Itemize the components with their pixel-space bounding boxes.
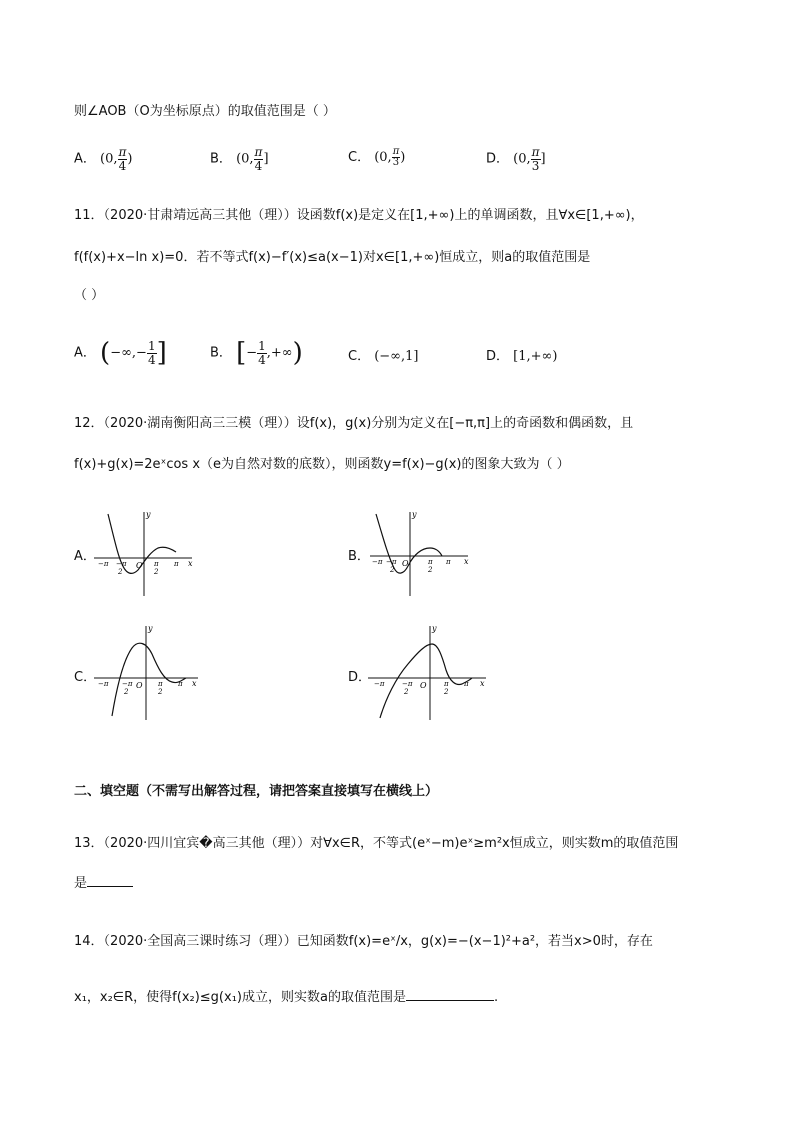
- half-pi-num: π: [428, 558, 433, 566]
- neg-pi-label: −π: [372, 558, 383, 566]
- neg-pi-label: −π: [98, 560, 109, 568]
- pi-label: π: [174, 560, 179, 568]
- q12-option-a-label[interactable]: A．: [74, 549, 96, 564]
- x-label: x: [188, 559, 193, 568]
- y-label: y: [148, 624, 153, 633]
- half-pi-den: 2: [428, 566, 433, 574]
- pi-label: π: [178, 680, 183, 688]
- half-pi-num: π: [158, 680, 163, 688]
- origin-label: O: [402, 559, 409, 568]
- q14-line2-text: x₁，x₂∈R，使得f(x₂)≤g(x₁)成立，则实数a的取值范围是: [74, 990, 406, 1005]
- q10-option-b[interactable]: B． (0, $\frac{\pi}{4}$ ]: [210, 145, 269, 173]
- half-pi-num: π: [444, 680, 449, 688]
- neg-half-pi-den: 2: [118, 568, 123, 576]
- y-label: y: [432, 624, 437, 633]
- q11-option-b[interactable]: B． [− $\frac{1}{4}$ ,+∞): [210, 338, 303, 368]
- q11-line1-text: 11．（2020·甘肃靖远高三其他（理））设函数f(x)是定义在[1,+∞)上的单调函数，且∀x∈[1,+∞)，: [74, 208, 644, 223]
- q11-line1: [74, 208, 644, 224]
- origin-label: O: [136, 681, 143, 690]
- y-label: y: [412, 510, 417, 519]
- q12-option-b-label[interactable]: B．: [348, 549, 370, 564]
- q11-line3: [74, 288, 104, 304]
- neg-half-pi-num: −π: [116, 560, 127, 568]
- q12-graph-a[interactable]: [92, 508, 202, 598]
- section2-title: [74, 784, 438, 800]
- x-label: x: [192, 679, 197, 688]
- x-label: x: [464, 557, 469, 566]
- q12-graph-b[interactable]: [368, 508, 478, 598]
- half-pi-num: π: [154, 560, 159, 568]
- q10-option-c[interactable]: C． (0, $\frac{\pi}{3}$ ): [348, 145, 406, 168]
- q14-answer-blank[interactable]: [406, 988, 494, 1001]
- q13-line1-text: 13．（2020·四川宜宾�高三其他（理））对∀x∈R，不等式(eˣ−m)eˣ≥m²x恒成立，则实数m的取值范围: [74, 836, 679, 851]
- neg-half-pi-den: 2: [390, 566, 395, 574]
- q14-line1-text: 14．（2020·全国高三课时练习（理））已知函数f(x)=eˣ/x，g(x)=−(x−1)²+a²，若当x>0时，存在: [74, 934, 653, 949]
- neg-pi-label: −π: [98, 680, 109, 688]
- q14-line1: [74, 934, 653, 950]
- q13-line2-text: 是: [74, 876, 88, 891]
- half-pi-den: 2: [158, 688, 163, 696]
- q13-line1: [74, 836, 678, 852]
- q14-end: .: [493, 990, 499, 1005]
- pi-label: π: [446, 558, 451, 566]
- q11-option-a[interactable]: A． (−∞,− $\frac{1}{4}$ ]: [74, 338, 167, 368]
- q13-answer-blank[interactable]: [87, 874, 133, 887]
- q12-graph-d[interactable]: [366, 622, 490, 722]
- q11-line3-text: （ ）: [74, 288, 105, 303]
- q12-line2: [74, 457, 570, 473]
- half-pi-den: 2: [444, 688, 449, 696]
- q10-stem-text: 则∠AOB（O为坐标原点）的取值范围是（ ）: [74, 104, 336, 119]
- q11-line2-text: f(f(x)+x−ln x)=0．若不等式f(x)−f′(x)≤a(x−1)对x∈[1,+∞)恒成立，则a的取值范围是: [74, 250, 591, 265]
- neg-half-pi-den: 2: [124, 688, 129, 696]
- neg-half-pi-num: −π: [122, 680, 133, 688]
- origin-label: O: [420, 681, 427, 690]
- q10-option-d[interactable]: D． (0, $\frac{\pi}{3}$ ]: [486, 145, 546, 173]
- q12-option-d-label[interactable]: D．: [348, 670, 372, 685]
- neg-half-pi-num: −π: [402, 680, 413, 688]
- q12-graph-c[interactable]: [92, 622, 204, 722]
- section2-title-text: 二、填空题（不需写出解答过程，请把答案直接填写在横线上）: [74, 784, 439, 799]
- q11-line2: [74, 250, 590, 266]
- q12-line1-text: 12．（2020·湖南衡阳高三三模（理））设f(x)，g(x)分别为定义在[−π,π]上的奇函数和偶函数，且: [74, 416, 634, 431]
- neg-half-pi-den: 2: [404, 688, 409, 696]
- neg-half-pi-num: −π: [386, 558, 397, 566]
- q12-line1: [74, 416, 633, 432]
- q11-option-d[interactable]: D． [1,+∞): [486, 349, 558, 364]
- x-label: x: [480, 679, 485, 688]
- q10-stem: [74, 104, 336, 120]
- q12-option-c-label[interactable]: C．: [74, 670, 97, 685]
- neg-pi-label: −π: [374, 680, 385, 688]
- half-pi-den: 2: [154, 568, 159, 576]
- y-label: y: [146, 510, 151, 519]
- pi-label: π: [464, 680, 469, 688]
- q13-line2: [74, 874, 133, 892]
- q10-option-a[interactable]: A． (0, $\frac{\pi}{4}$ ): [74, 145, 133, 173]
- origin-label: O: [136, 561, 143, 570]
- q14-line2: [74, 988, 498, 1006]
- q12-line2-text: f(x)+g(x)=2eˣcos x（e为自然对数的底数），则函数y=f(x)−g(x)的图象大致为（ ）: [74, 457, 570, 472]
- q11-option-c[interactable]: C． (−∞,1]: [348, 349, 419, 364]
